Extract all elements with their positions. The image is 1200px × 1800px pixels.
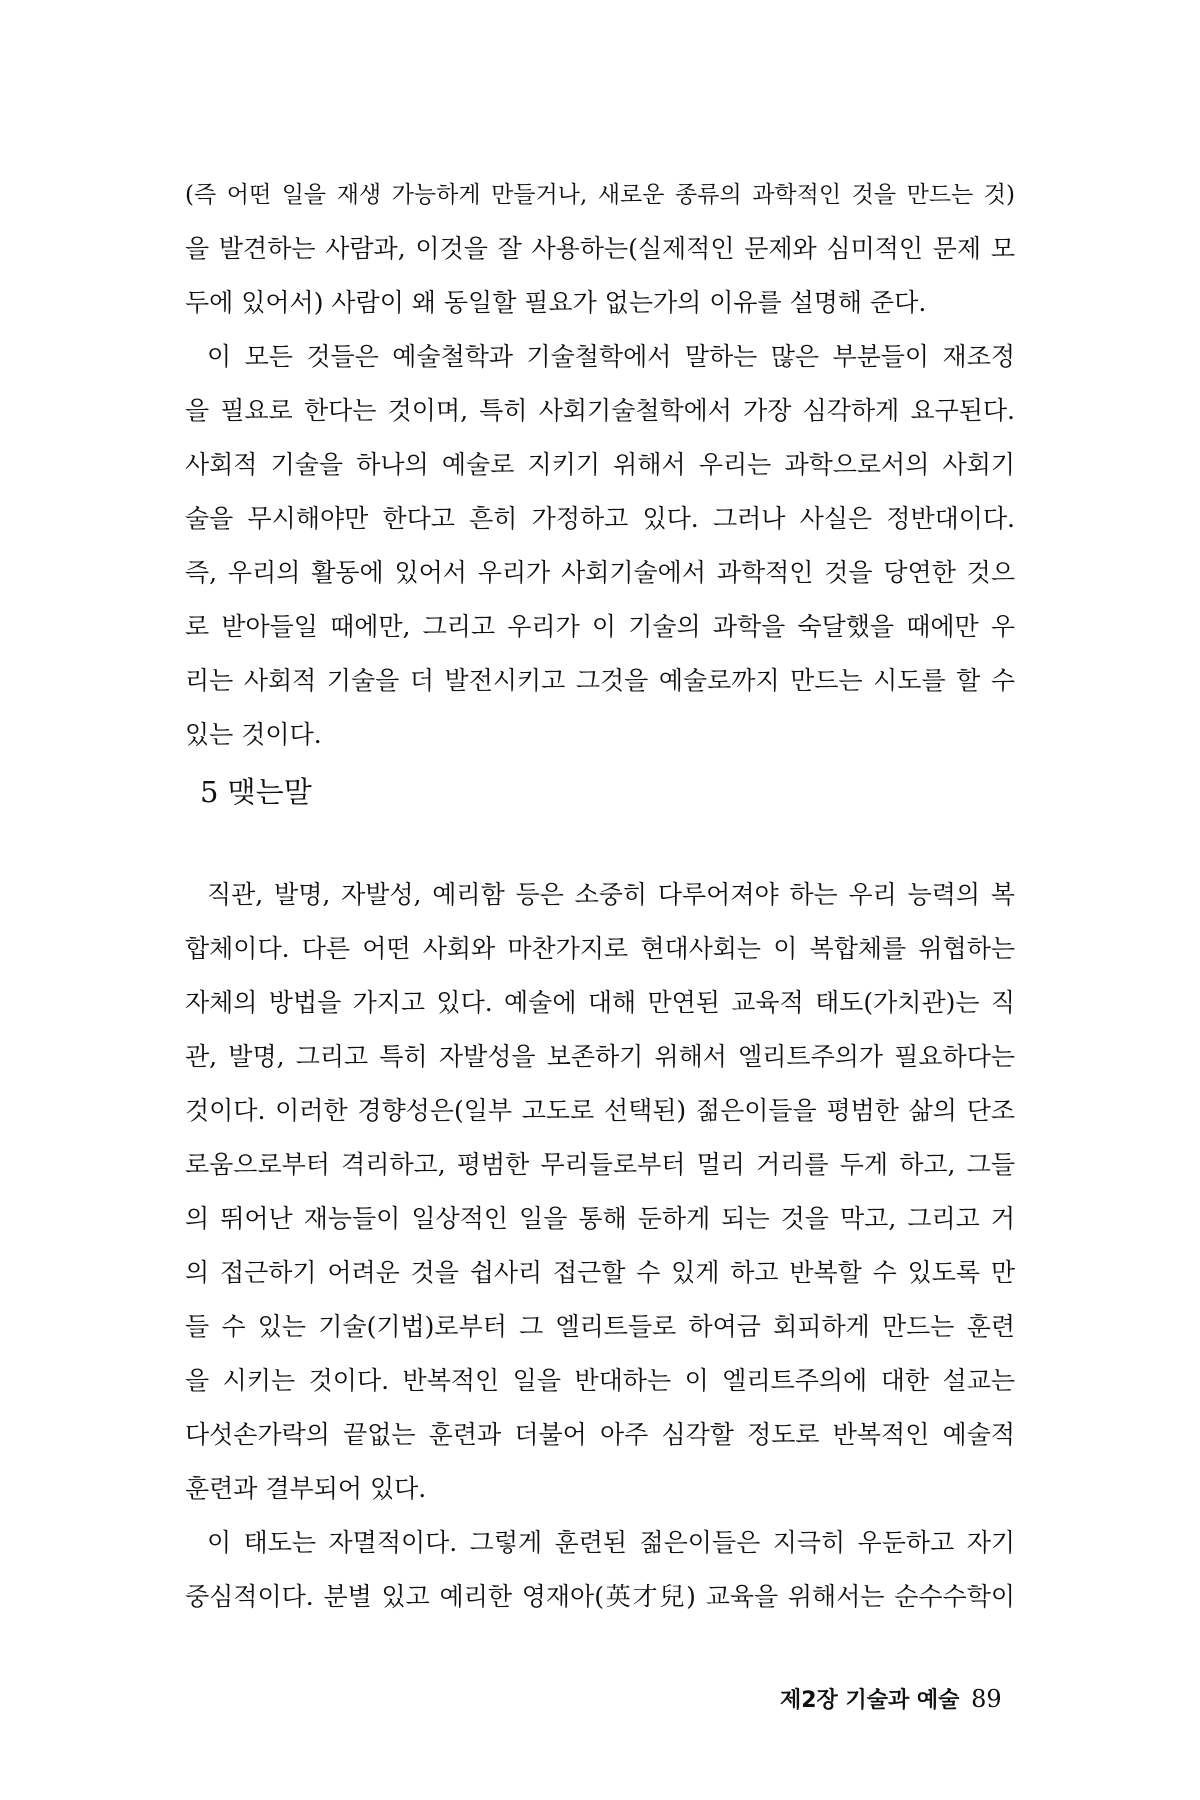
text-line: 것이다. 이러한 경향성은(일부 고도로 선택된) 젊은이들을 평범한 삶의 단조 <box>185 1096 1015 1125</box>
top-paragraph <box>185 168 1015 762</box>
text-line: 두에 있어서) 사람이 왜 동일할 필요가 없는가의 이유를 설명해 준다. <box>185 288 927 317</box>
text-line: 로움으로부터 격리하고, 평범한 무리들로부터 멀리 거리를 두게 하고, 그들 <box>185 1150 1015 1179</box>
text-line: 리는 사회적 기술을 더 발전시키고 그것을 예술로까지 만드는 시도를 할 수 <box>185 666 1015 695</box>
text-line: 중심적이다. 분별 있고 예리한 영재아(英才兒) 교육을 위해서는 순수수학이 <box>185 1582 1015 1611</box>
text-line: 직관, 발명, 자발성, 예리함 등은 소중히 다루어져야 하는 우리 능력의 복 <box>207 880 1015 909</box>
text-line: 의 접근하기 어려운 것을 쉽사리 접근할 수 있게 하고 반복할 수 있도록 만 <box>185 1258 1015 1287</box>
text-line: 즉, 우리의 활동에 있어서 우리가 사회기술에서 과학적인 것을 당연한 것으 <box>185 558 1015 587</box>
text-line: 자체의 방법을 가지고 있다. 예술에 대해 만연된 교육적 태도(가치관)는 직 <box>185 988 1015 1017</box>
text-line: 들 수 있는 기술(기법)로부터 그 엘리트들로 하여금 회피하게 만드는 훈련 <box>185 1312 1015 1341</box>
text-line: 관, 발명, 그리고 특히 자발성을 보존하기 위해서 엘리트주의가 필요하다는 <box>185 1042 1015 1071</box>
chapter-label: 제2장 기술과 예술 <box>780 1688 960 1713</box>
bottom-paragraph <box>185 868 1015 1624</box>
page-number: 89 <box>971 1685 1002 1713</box>
text-line: 을 필요로 한다는 것이며, 특히 사회기술철학에서 가장 심각하게 요구된다. <box>185 396 1015 425</box>
text-line: 이 모든 것들은 예술철학과 기술철학에서 말하는 많은 부분들이 재조정 <box>207 342 1015 371</box>
text-line: 있는 것이다. <box>185 720 322 749</box>
text-line: 을 발견하는 사람과, 이것을 잘 사용하는(실제적인 문제와 심미적인 문제 모 <box>185 234 1015 263</box>
text-line: 술을 무시해야만 한다고 흔히 가정하고 있다. 그러나 사실은 정반대이다. <box>185 504 1015 533</box>
section-heading: 5 맺는말 <box>200 775 312 809</box>
text-line: 사회적 기술을 하나의 예술로 지키기 위해서 우리는 과학으로서의 사회기 <box>185 450 1015 479</box>
text-line: 이 태도는 자멸적이다. 그렇게 훈련된 젊은이들은 지극히 우둔하고 자기 <box>207 1528 1015 1557</box>
text-line: (즉 어떤 일을 재생 가능하게 만들거나, 새로운 종류의 과학적인 것을 만드는 것) <box>185 182 1015 208</box>
text-line: 을 시키는 것이다. 반복적인 일을 반대하는 이 엘리트주의에 대한 설교는 <box>185 1366 1015 1395</box>
text-line: 의 뛰어난 재능들이 일상적인 일을 통해 둔하게 되는 것을 막고, 그리고 거 <box>185 1204 1015 1233</box>
running-footer <box>780 1684 1002 1716</box>
text-line: 다섯손가락의 끝없는 훈련과 더불어 아주 심각할 정도로 반복적인 예술적 <box>185 1420 1015 1449</box>
text-line: 로 받아들일 때에만, 그리고 우리가 이 기술의 과학을 숙달했을 때에만 우 <box>185 612 1015 641</box>
text-line: 합체이다. 다른 어떤 사회와 마찬가지로 현대사회는 이 복합체를 위협하는 <box>185 934 1015 963</box>
text-line: 훈련과 결부되어 있다. <box>185 1474 427 1503</box>
